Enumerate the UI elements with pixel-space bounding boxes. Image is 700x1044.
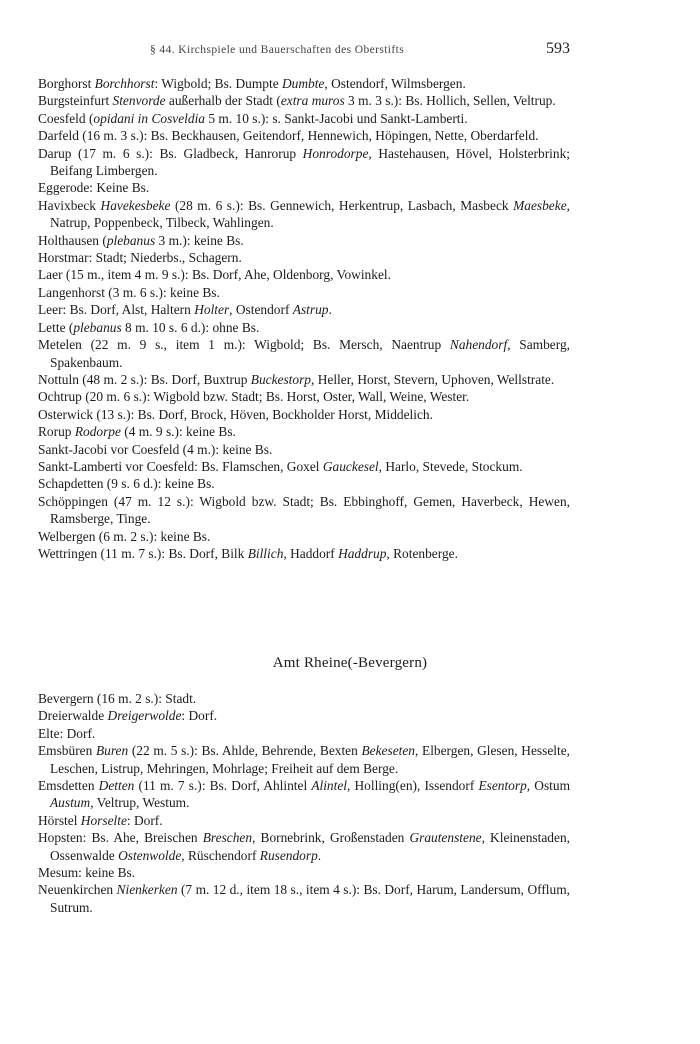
list-item <box>38 319 570 336</box>
historical-name: Bekeseten <box>361 743 416 759</box>
entry-text: Emsdetten <box>38 778 99 794</box>
entry-text: Dreierwalde <box>38 708 108 724</box>
entry-text: Holthausen ( <box>38 232 107 248</box>
historical-name: Buren <box>95 743 129 759</box>
entry-text: Coesfeld ( <box>38 110 94 126</box>
entry-text: , Elbergen, Glesen, Hesselte, Leschen, Listrup, Mehringen, Mohrlage; Freiheit auf dem Berge. <box>50 743 570 776</box>
entry-text: 3 m.): keine Bs. <box>155 232 244 248</box>
list-item <box>38 864 570 881</box>
entry-text: , Kleinenstaden, Ossenwalde <box>50 830 570 863</box>
entry-text: Burgsteinfurt <box>38 93 113 109</box>
list-item <box>38 266 570 283</box>
entry-text: (7 m. 12 d., item 18 s., item 4 s.): Bs. Dorf, Harum, Landersum, Offlum, Sutrum. <box>50 882 570 915</box>
entry-text: Bevergern (16 m. 2 s.): Stadt. <box>38 691 197 706</box>
list-item <box>38 179 570 196</box>
entry-text: : Dorf. <box>126 812 163 828</box>
historical-name: Dreigerwolde <box>107 708 182 724</box>
list-item <box>38 545 570 562</box>
historical-name: Borchhorst <box>94 76 155 91</box>
list-item <box>38 742 570 777</box>
list-item <box>38 881 570 916</box>
entry-text: , Ostendorf <box>229 302 293 318</box>
list-item <box>38 528 570 545</box>
entry-text: 8 m. 10 s. 6 d.): ohne Bs. <box>121 319 260 335</box>
entry-text: , Heller, Horst, Stevern, Uphoven, Wellstrate. <box>311 371 555 387</box>
entry-text: Rorup <box>38 424 75 440</box>
list-item <box>38 145 570 180</box>
entry-text: Osterwick (13 s.): Bs. Dorf, Brock, Höven, Bockholder Horst, Middelich. <box>38 406 433 422</box>
list-item <box>38 475 570 492</box>
entry-text: außerhalb der Stadt ( <box>165 93 281 109</box>
list-item <box>38 301 570 318</box>
running-header: § 44. Kirchspiele und Bauerschaften des Oberstifts <box>150 44 405 56</box>
historical-name: opidani in Cosveldia <box>93 110 206 126</box>
list-item <box>38 458 570 475</box>
historical-name: Horselte <box>80 812 127 828</box>
parish-list-rheine <box>38 690 570 916</box>
historical-name: plebanus <box>106 232 156 248</box>
entry-text: Nottuln (48 m. 2 s.): Bs. Dorf, Buxtrup <box>38 371 251 387</box>
historical-name: Alintel <box>311 778 348 794</box>
historical-name: Stenvorde <box>112 93 166 109</box>
historical-name: Buckestorp <box>250 371 312 387</box>
historical-name: Breschen <box>202 830 253 846</box>
historical-name: Grautenstene <box>409 830 482 846</box>
list-item <box>38 423 570 440</box>
historical-name: Billich <box>247 545 284 561</box>
entry-text: Havixbeck <box>38 197 101 213</box>
list-item <box>38 249 570 266</box>
entry-text: Lette ( <box>38 319 74 335</box>
entry-text: Eggerode: Keine Bs. <box>38 180 150 196</box>
list-item <box>38 493 570 528</box>
historical-name: plebanus <box>73 319 122 335</box>
entry-text: Emsbüren <box>38 743 96 759</box>
entry-text: . <box>328 302 332 318</box>
list-item <box>38 441 570 458</box>
entry-text: , Natrup, Poppenbeck, Tilbeck, Wahlingen. <box>50 197 570 231</box>
list-item <box>38 777 570 812</box>
entry-text: Mesum: keine Bs. <box>38 865 136 881</box>
historical-name: extra muros <box>280 93 345 109</box>
list-item <box>38 388 570 405</box>
entry-text: Ochtrup (20 m. 6 s.): Wigbold bzw. Stadt; Bs. Horst, Oster, Wall, Weine, Wester. <box>38 389 470 405</box>
entry-text: , Rotenberge. <box>386 545 458 561</box>
list-item <box>38 829 570 864</box>
historical-name: Honrodorpe <box>302 145 369 161</box>
entry-text: Borghorst <box>38 76 95 91</box>
list-item <box>38 197 570 232</box>
historical-name: Rusendorp <box>259 847 318 863</box>
list-item <box>38 110 570 127</box>
list-item <box>38 690 570 707</box>
entry-text: Elte: Dorf. <box>38 725 96 741</box>
entry-text: Neuenkirchen <box>38 882 117 898</box>
historical-name: Austum <box>50 795 91 811</box>
historical-name: Ostenwolde <box>118 847 182 863</box>
entry-text: , Haddorf <box>283 545 339 561</box>
entry-text: Sankt-Lamberti vor Coesfeld: Bs. Flamschen, Goxel <box>38 458 323 474</box>
entry-text: Hopsten: Bs. Ahe, Breischen <box>38 830 203 846</box>
page-number: 593 <box>546 40 570 57</box>
list-item <box>38 92 570 109</box>
entry-text: , Hastehausen, Hövel, Holsterbrink; Beifang Limbergen. <box>50 145 570 179</box>
historical-name: Havekesbeke <box>100 197 171 213</box>
entry-text: Leer: Bs. Dorf, Alst, Haltern <box>38 302 195 318</box>
list-item <box>38 75 570 92</box>
entry-text: , Holling(en), Issendorf <box>347 778 479 794</box>
list-item <box>38 232 570 249</box>
entry-text: Wettringen (11 m. 7 s.): Bs. Dorf, Bilk <box>38 545 248 561</box>
entry-text: Darup (17 m. 6 s.): Bs. Gladbeck, Hanrorup <box>38 145 303 161</box>
historical-name: Nahendorf <box>449 337 508 353</box>
list-item <box>38 284 570 301</box>
entry-text: Sankt-Jacobi vor Coesfeld (4 m.): keine Bs. <box>38 441 273 457</box>
historical-name: Maesbeke <box>513 197 567 213</box>
section-heading: Amt Rheine(-Bevergern) <box>272 655 428 671</box>
entry-text: , Veltrup, Westum. <box>90 795 190 811</box>
entry-text: Hörstel <box>38 812 81 828</box>
entry-text: Langenhorst (3 m. 6 s.): keine Bs. <box>38 284 220 300</box>
historical-name: Detten <box>98 778 135 794</box>
entry-text: Schapdetten (9 s. 6 d.): keine Bs. <box>38 476 215 492</box>
entry-text: , Ostendorf, Wilmsbergen. <box>324 76 466 91</box>
list-item <box>38 812 570 829</box>
entry-text: (28 m. 6 s.): Bs. Gennewich, Herkentrup, Lasbach, Masbeck <box>170 197 514 213</box>
entry-text: , Rüschendorf <box>181 847 260 863</box>
historical-name: Nienkerken <box>116 882 178 898</box>
historical-name: Haddrup <box>338 545 387 561</box>
list-item <box>38 127 570 144</box>
entry-text: Darfeld (16 m. 3 s.): Bs. Beckhausen, Geitendorf, Hennewich, Höpingen, Nette, Oberdarfeld. <box>38 128 539 144</box>
historical-name: Esentorp <box>478 778 527 794</box>
historical-name: Rodorpe <box>74 424 121 440</box>
entry-text: Metelen (22 m. 9 s., item 1 m.): Wigbold; Bs. Mersch, Naentrup <box>38 337 450 353</box>
entry-text: 5 m. 10 s.): s. Sankt-Jacobi und Sankt-Lamberti. <box>205 110 468 126</box>
entry-text: (11 m. 7 s.): Bs. Dorf, Ahlintel <box>134 778 312 794</box>
list-item <box>38 371 570 388</box>
entry-text: , Ostum <box>526 778 570 794</box>
entry-text: . <box>317 847 322 863</box>
entry-text: Horstmar: Stadt; Niederbs., Schagern. <box>38 250 242 266</box>
entry-text: 3 m. 3 s.): Bs. Hollich, Sellen, Veltrup. <box>344 93 556 109</box>
historical-name: Astrup <box>292 302 329 318</box>
entry-text: , Samberg, Spakenbaum. <box>50 337 570 370</box>
historical-name: Dumbte <box>281 76 325 91</box>
entry-text: : Dorf. <box>181 708 218 724</box>
historical-name: Gauckesel <box>322 458 379 474</box>
entry-text: Laer (15 m., item 4 m. 9 s.): Bs. Dorf, Ahe, Oldenborg, Vowinkel. <box>38 267 391 283</box>
list-item <box>38 707 570 724</box>
entry-text: , Bornebrink, Großenstaden <box>252 830 410 846</box>
entry-text: Welbergen (6 m. 2 s.): keine Bs. <box>38 528 211 544</box>
entry-text: : Wigbold; Bs. Dumpte <box>154 76 282 91</box>
entry-text: Schöppingen (47 m. 12 s.): Wigbold bzw. Stadt; Bs. Ebbinghoff, Gemen, Haverbeck, Hewen, Ramsberge, Tinge. <box>38 493 570 527</box>
entry-text: (22 m. 5 s.): Bs. Ahlde, Behrende, Bexten <box>128 743 362 759</box>
list-item <box>38 336 570 371</box>
historical-name: Holter <box>194 302 230 318</box>
entry-text: , Harlo, Stevede, Stockum. <box>378 458 523 474</box>
entry-text: (4 m. 9 s.): keine Bs. <box>120 424 236 440</box>
parish-list-oberstift <box>38 75 570 562</box>
list-item <box>38 725 570 742</box>
list-item <box>38 406 570 423</box>
